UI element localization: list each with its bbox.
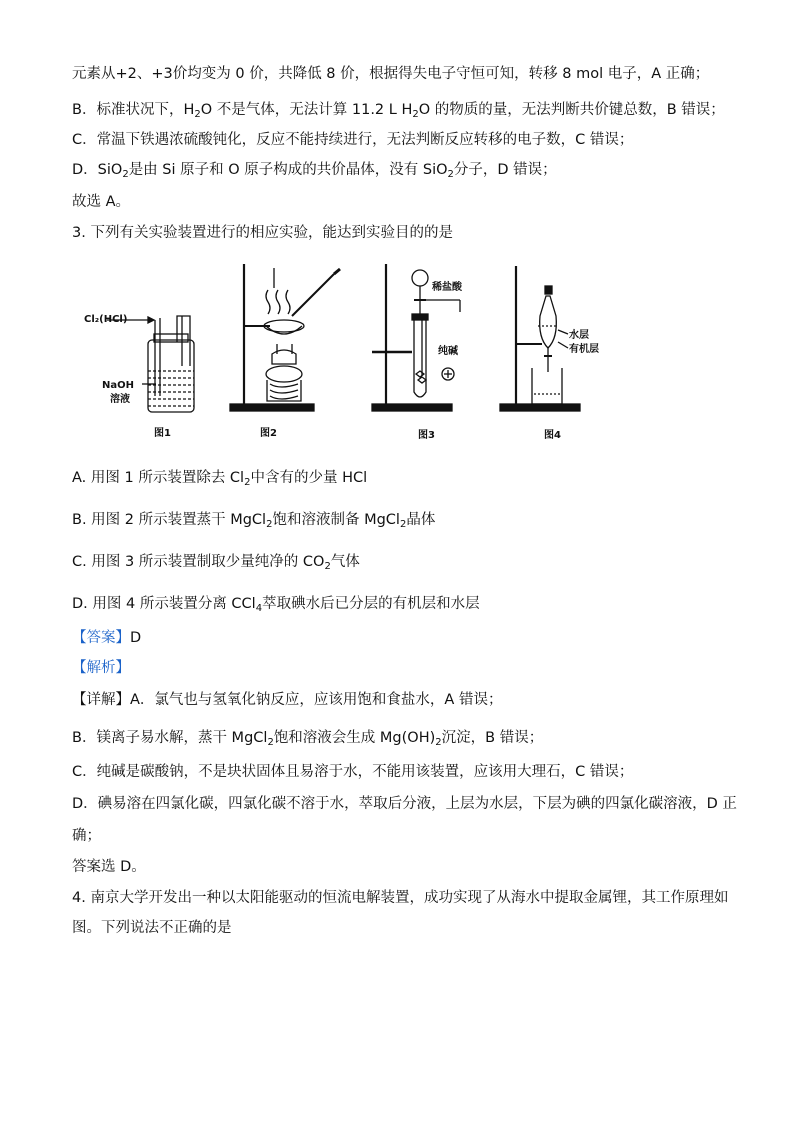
question-4-line-1: 4. 南京大学开发出一种以太阳能驱动的恒流电解装置，成功实现了从海水中提取金属锂，其工作原理如 [72,890,729,906]
detail-c: C．纯碱是碳酸钠，不是块状固体且易溶于水，不能用该装置，应该用大理石，C 错误； [72,764,634,780]
fig3-caption: 图3 [418,430,435,441]
detail-d-1: D．碘易溶在四氯化碳，四氯化碳不溶于水，萃取后分液，上层为水层，下层为碘的四氯化碳溶液，D 正 [72,796,737,812]
question-4-line-2: 图。下列说法不正确的是 [72,920,232,936]
figure-4-separation [500,266,580,411]
fig1-solution-label: 溶液 [110,394,130,405]
fig3-acid-label: 稀盐酸 [432,282,462,293]
option-c: C. 用图 3 所示装置制取少量纯净的 $CO_2$气体 [72,554,360,572]
option-b: B. 用图 2 所示装置蒸干 MgCl$_2$饱和溶液制备 MgCl$_2$晶体 [72,512,436,530]
text-line: 故选 A。 [72,194,131,210]
text-line: 元素从+2、+3价均变为 0 价，共降低 8 价，根据得失电子守恒可知，转移 8 mol 电子，A 正确； [72,66,710,82]
option-a: A. 用图 1 所示装置除去 $Cl_2$中含有的少量 HCl [72,470,368,488]
fig2-caption: 图2 [260,428,277,439]
fig3-soda-label: 纯碱 [438,346,458,357]
fig4-caption: 图4 [544,430,561,441]
fig4-water-label: 水层 [569,330,589,341]
apparatus-figures-svg [72,256,632,446]
option-d: D. 用图 4 所示装置分离 CCl$_4$萃取碘水后已分层的有机层和水层 [72,596,480,614]
final-answer: 答案选 D。 [72,859,146,875]
analysis-heading: 【解析】 [72,660,130,676]
question-3-stem: 3. 下列有关实验装置进行的相应实验，能达到实验目的的是 [72,225,453,241]
fig1-naoh-label: NaOH [102,380,134,391]
text-line: C．常温下铁遇浓硫酸钝化，反应不能持续进行，无法判断反应转移的电子数，C 错误； [72,132,634,148]
answer-line: 【答案】D [72,630,142,646]
apparatus-figures [72,256,632,446]
fig1-gas-label: Cl₂(HCl) [84,314,128,325]
fig1-caption: 图1 [154,428,171,439]
detail-d-2: 确； [72,828,101,844]
figure-2-evaporation [230,264,340,411]
detail-b: B．镁离子易水解，蒸干 MgCl$_2$饱和溶液会生成 $Mg(OH)_2$沉淀，B 错误； [72,730,544,748]
text-line: D．SiO$_2$是由 Si 原子和 O 原子构成的共价晶体，没有 SiO$_2$分子，D 错误； [72,162,557,180]
text-line: B．标准状况下，$H_2O$ 不是气体，无法计算 11.2 L $H_2O$ 的物质的量，无法判断共价键总数，B 错误； [72,102,725,120]
detail-a: 【详解】A．氯气也与氢氧化钠反应，应该用饱和食盐水，A 错误； [72,692,503,708]
fig4-organic-label: 有机层 [569,344,599,355]
